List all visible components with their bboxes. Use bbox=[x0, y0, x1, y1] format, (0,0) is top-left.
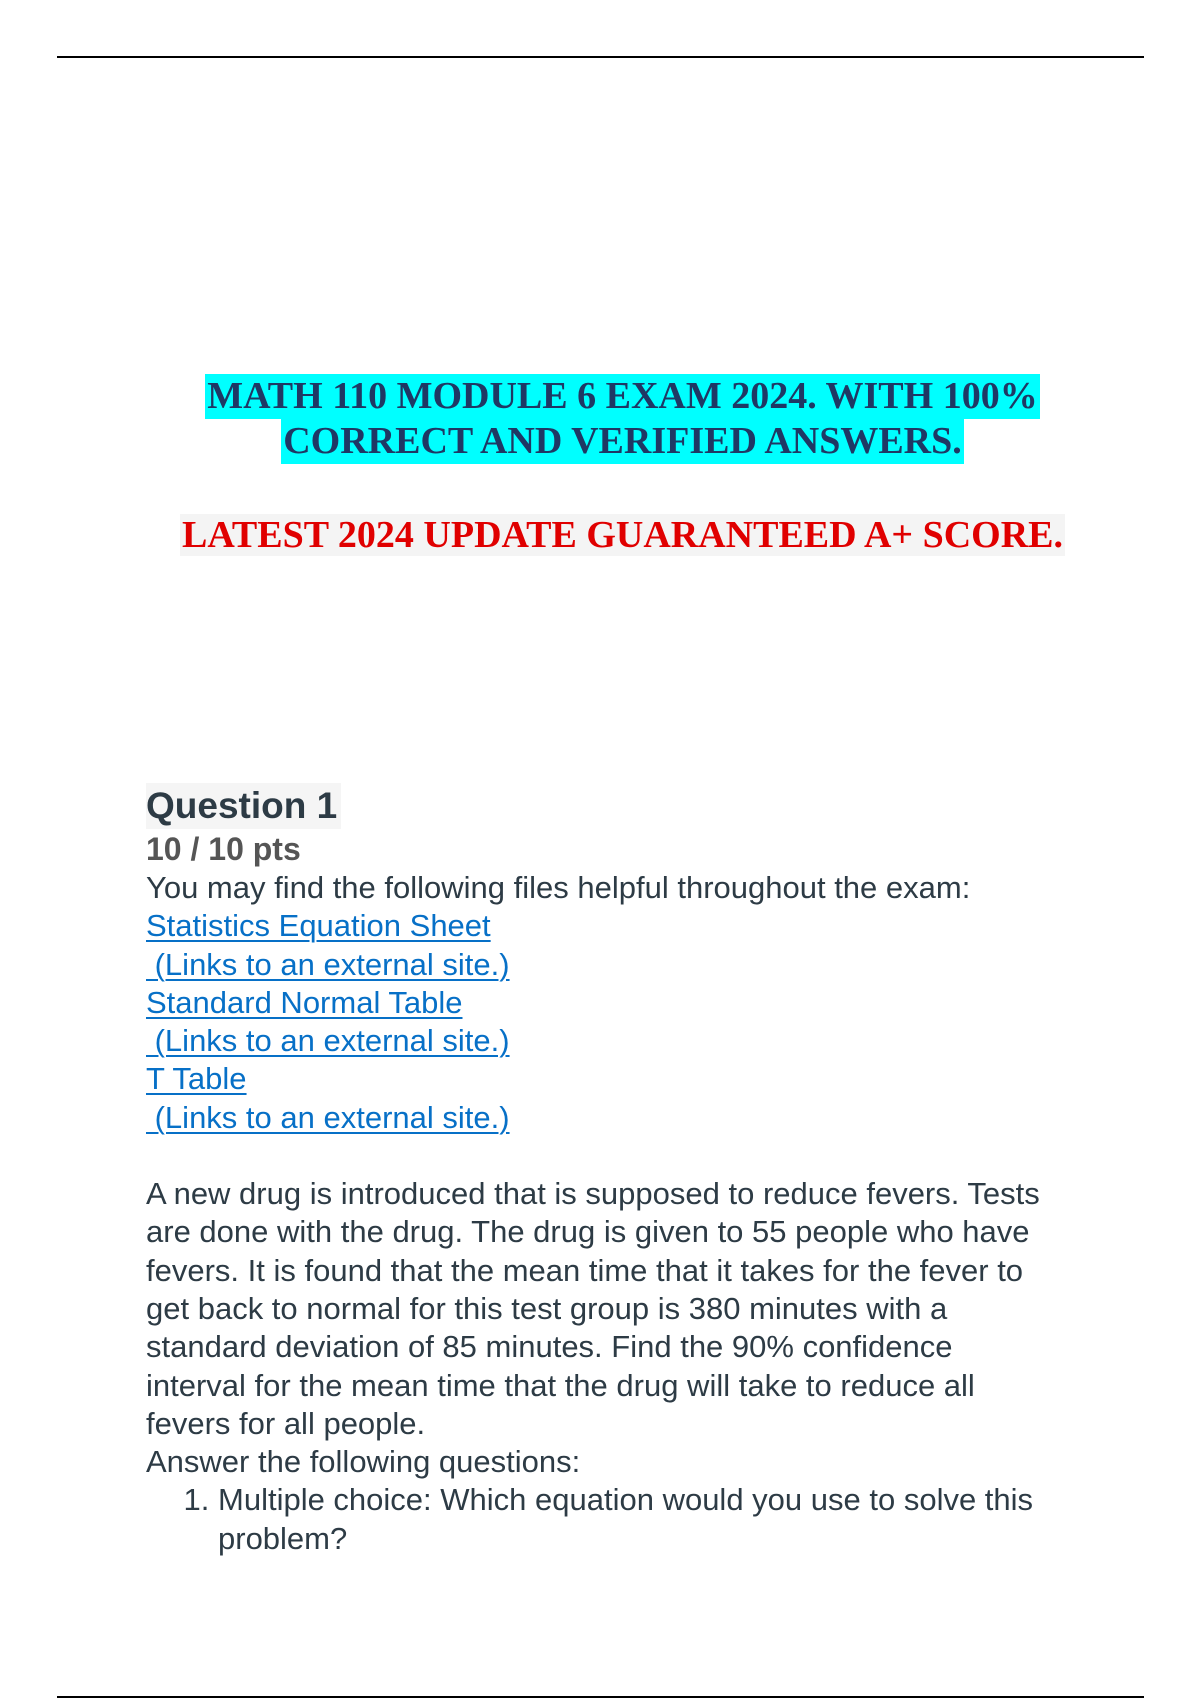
external-site-link-1[interactable]: (Links to an external site.) bbox=[146, 946, 510, 982]
body-line: interval for the mean time that the drug will take to reduce all bbox=[146, 1367, 975, 1403]
title-line-1: MATH 110 MODULE 6 EXAM 2024. WITH 100% bbox=[207, 375, 1038, 417]
sub-question-line-2: problem? bbox=[218, 1520, 348, 1556]
spacer bbox=[146, 1137, 1086, 1175]
files-intro: You may find the following files helpful throughout the exam: bbox=[146, 870, 971, 905]
question-points: 10 / 10 pts bbox=[146, 831, 301, 867]
question-block bbox=[146, 783, 1086, 1558]
top-rule bbox=[57, 56, 1144, 58]
body-line: get back to normal for this test group is 380 minutes with a bbox=[146, 1290, 948, 1326]
t-table-link[interactable]: T Table bbox=[146, 1061, 247, 1097]
sub-question-line-1: Multiple choice: Which equation would you use to solve this bbox=[218, 1482, 1034, 1518]
question-title: Question 1 bbox=[146, 783, 341, 829]
standard-normal-table-link[interactable]: Standard Normal Table bbox=[146, 984, 463, 1020]
answer-prompt: Answer the following questions: bbox=[146, 1444, 581, 1480]
body-line: standard deviation of 85 minutes. Find the 90% confidence bbox=[146, 1329, 953, 1365]
statistics-equation-sheet-link[interactable]: Statistics Equation Sheet bbox=[146, 908, 491, 944]
document-subtitle bbox=[0, 513, 1200, 557]
document-title bbox=[0, 374, 1200, 464]
bottom-rule bbox=[57, 1696, 1144, 1698]
external-site-link-2[interactable]: (Links to an external site.) bbox=[146, 1023, 510, 1059]
question-body bbox=[146, 1175, 1086, 1443]
body-line: A new drug is introduced that is supposed to reduce fevers. Tests bbox=[146, 1176, 1040, 1212]
sub-question-item bbox=[218, 1481, 1086, 1558]
subtitle-text: LATEST 2024 UPDATE GUARANTEED A+ SCORE. bbox=[181, 514, 1064, 556]
body-line: are done with the drug. The drug is given to 55 people who have bbox=[146, 1214, 1030, 1250]
external-site-link-3[interactable]: (Links to an external site.) bbox=[146, 1099, 510, 1135]
body-line: fevers for all people. bbox=[146, 1405, 426, 1441]
title-line-2: CORRECT AND VERIFIED ANSWERS. bbox=[283, 420, 962, 462]
sub-question-list bbox=[146, 1481, 1086, 1558]
body-line: fevers. It is found that the mean time that it takes for the fever to bbox=[146, 1252, 1024, 1288]
